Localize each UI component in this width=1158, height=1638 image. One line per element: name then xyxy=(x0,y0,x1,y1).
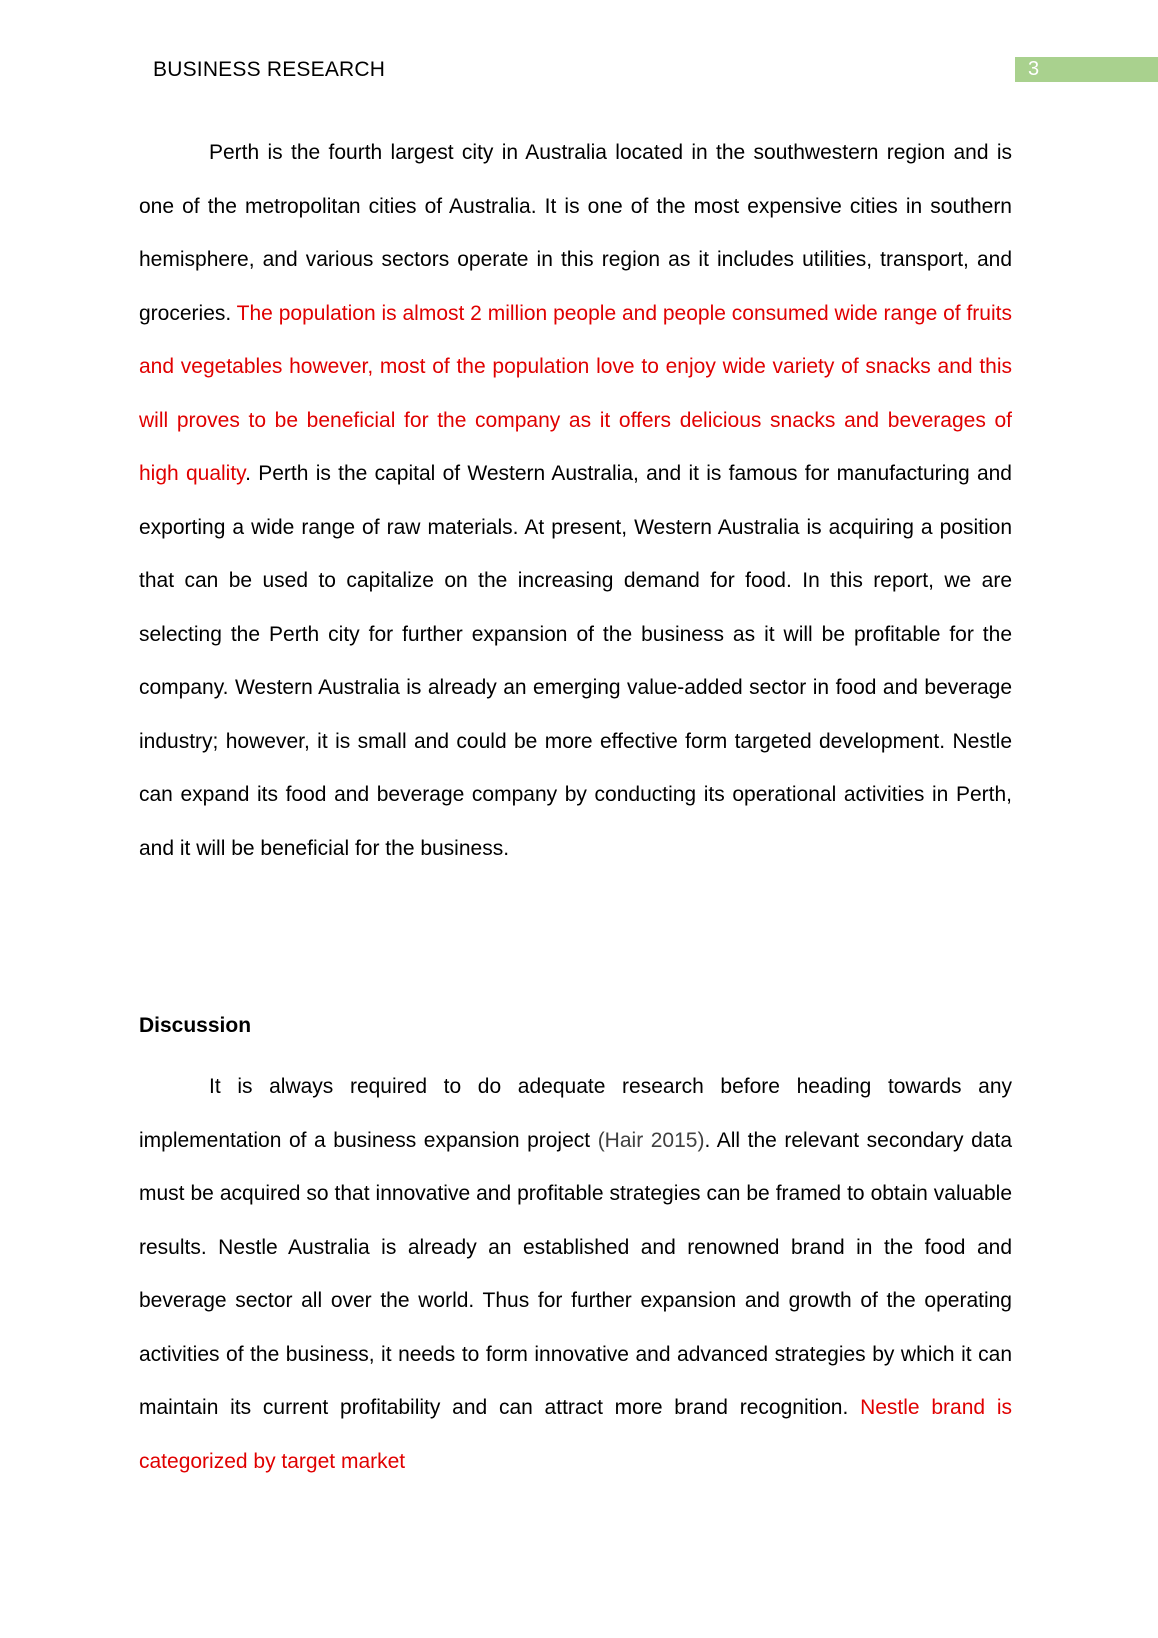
page-number-badge xyxy=(1015,57,1158,82)
discussion-paragraph xyxy=(139,1060,1012,1488)
intro-highlighted-text: The population is almost 2 million people and people consumed wide range of fruits and vegetables however, most of the population love to enjoy wide variety of snacks and this will proves to be beneficial for the company as it offers delicious snacks and beverages of high quality xyxy=(139,301,1012,485)
citation: (Hair 2015) xyxy=(597,1128,705,1152)
running-header-title: BUSINESS RESEARCH xyxy=(153,58,386,81)
discussion-text-middle: . All the relevant secondary data must be acquired so that innovative and profitable strategies can be framed to obtain valuable results. Nestle Australia is already an established and renowned brand in the food and beverage sector all over the world. Thus for further expansion and growth of the operating activities of the business, it needs to form innovative and advanced strategies by which it can maintain its current profitability and can attract more brand recognition. xyxy=(139,1128,1012,1419)
intro-text-end: . Perth is the capital of Western Australia, and it is famous for manufacturing and exporting a wide range of raw materials. At present, Western Australia is acquiring a position that can be used to capitalize on the increasing demand for food. In this report, we are selecting the Perth city for further expansion of the business as it will be profitable for the company. Western Australia is already an emerging value-added sector in food and beverage industry; however, it is small and could be more effective form targeted development. Nestle can expand its food and beverage company by conducting its operational activities in Perth, and it will be beneficial for the business. xyxy=(139,462,1012,860)
discussion-heading: Discussion xyxy=(139,1014,252,1037)
discussion-highlighted-text: Nestle brand is categorized by target market xyxy=(139,1396,1012,1473)
discussion-text-start: It is always required to do adequate research before heading towards any implementation of a business expansion project xyxy=(139,1075,1012,1152)
intro-text-start: Perth is the fourth largest city in Australia located in the southwestern region and is one of the metropolitan cities of Australia. It is one of the most expensive cities in southern hemisphere, and various sectors operate in this region as it includes utilities, transport, and groceries. xyxy=(139,141,1012,325)
page-number: 3 xyxy=(1028,58,1040,80)
intro-paragraph xyxy=(139,126,1012,875)
